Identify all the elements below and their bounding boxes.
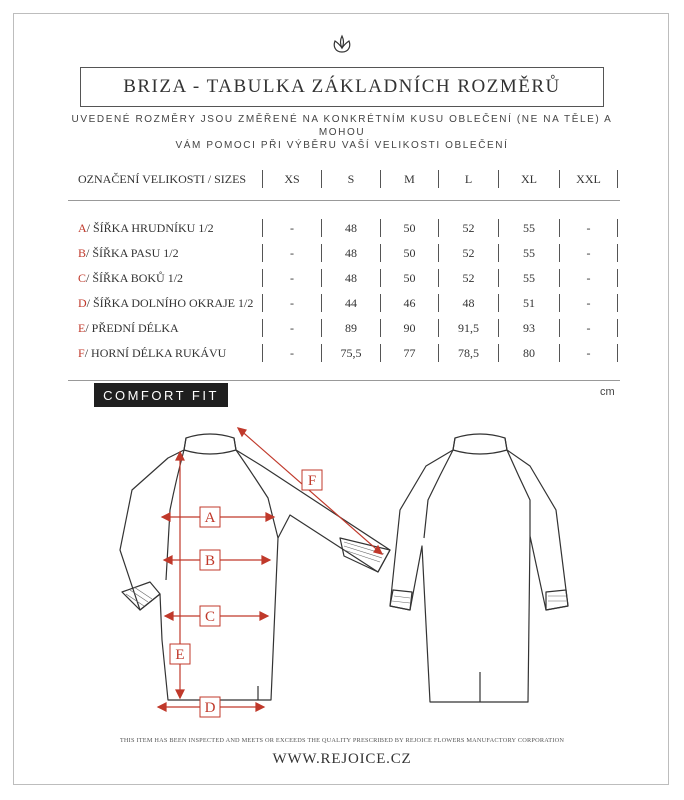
unit-label: cm	[600, 386, 615, 398]
subtitle	[60, 113, 624, 152]
size-l: L	[464, 171, 473, 186]
value-l: 52	[462, 220, 475, 235]
row-name: / ŠÍŘKA DOLNÍHO OKRAJE 1/2	[86, 295, 254, 310]
front-collar	[184, 438, 236, 454]
fit-badge: COMFORT FIT	[94, 383, 228, 407]
row-letter: E	[78, 320, 86, 335]
back-cuff-right	[546, 590, 568, 610]
size-s: S	[347, 171, 355, 186]
tag-a-text: A	[204, 510, 216, 526]
table-row	[68, 267, 620, 289]
value-s: 89	[345, 320, 357, 335]
flower-logo-icon	[330, 34, 354, 54]
tag-d-text: D	[204, 700, 216, 716]
value-xxl: -	[586, 345, 591, 360]
row-letter: A	[78, 220, 87, 235]
row-letter: B	[78, 245, 87, 260]
value-xxl: -	[586, 270, 591, 285]
value-m: 50	[403, 270, 416, 285]
subtitle-line-2: VÁM POMOCI PŘI VÝBĚRU VAŠÍ VELIKOSTI OBLEČENÍ	[175, 140, 509, 151]
value-xxl: -	[586, 220, 591, 235]
value-xs: -	[290, 245, 294, 260]
value-xs: -	[290, 270, 294, 285]
value-xs: -	[290, 320, 294, 335]
value-l: 78,5	[458, 345, 479, 360]
front-body-outline	[120, 434, 390, 700]
value-s: 48	[345, 245, 357, 260]
quality-note: THIS ITEM HAS BEEN INSPECTED AND MEETS OR EXCEEDS THE QUALITY PRESCRIBED BY REJOICE FLOWERS MANUFACTORY CORPORATION	[119, 737, 565, 744]
row-name: / ŠÍŘKA HRUDNÍKU 1/2	[86, 220, 214, 235]
value-l: 52	[462, 270, 475, 285]
value-s: 48	[345, 220, 357, 235]
size-xl: XL	[521, 171, 537, 186]
value-xl: 55	[523, 270, 535, 285]
size-xs: XS	[284, 171, 300, 186]
value-s: 48	[345, 270, 357, 285]
value-m: 46	[403, 295, 416, 310]
back-cuff-left	[390, 590, 412, 610]
value-l: 91,5	[458, 320, 479, 335]
row-letter: D	[78, 295, 87, 310]
website-link[interactable]: WWW.REJOICE.CZ	[272, 751, 412, 767]
table-divider	[68, 200, 620, 201]
size-table-header	[68, 168, 620, 190]
value-s: 44	[345, 295, 357, 310]
value-xl: 93	[523, 320, 535, 335]
size-m: M	[404, 171, 415, 186]
garment-diagram	[0, 420, 684, 730]
value-xl: 80	[523, 345, 535, 360]
table-row	[68, 217, 620, 239]
row-name: / ŠÍŘKA PASU 1/2	[86, 245, 179, 260]
row-name: / HORNÍ DÉLKA RUKÁVU	[84, 345, 227, 360]
value-m: 77	[403, 345, 416, 360]
value-l: 52	[462, 245, 475, 260]
back-body-outline	[390, 434, 568, 702]
row-name: / ŠÍŘKA BOKŮ 1/2	[86, 270, 184, 285]
page-title: BRIZA - TABULKA ZÁKLADNÍCH ROZMĚRŮ	[80, 67, 604, 107]
subtitle-line-1: UVEDENÉ ROZMĚRY JSOU ZMĚŘENÉ NA KONKRÉTNÍM KUSU OBLEČENÍ (NE NA TĚLE) A MOHOU	[71, 114, 613, 138]
value-l: 48	[462, 295, 475, 310]
value-xl: 55	[523, 220, 535, 235]
value-s: 75,5	[340, 345, 362, 360]
value-xs: -	[290, 220, 294, 235]
value-xxl: -	[586, 320, 591, 335]
row-name: / PŘEDNÍ DÉLKA	[85, 320, 179, 335]
tag-b-text: B	[204, 553, 216, 569]
table-row	[68, 317, 620, 339]
table-bottom-line	[68, 380, 620, 381]
back-raglan-left	[424, 450, 453, 538]
size-xxl: XXL	[576, 171, 601, 186]
sizes-header-label: OZNAČENÍ VELIKOSTI / SIZES	[78, 171, 247, 186]
value-m: 90	[403, 320, 416, 335]
back-collar	[453, 438, 507, 454]
table-row	[68, 292, 620, 314]
front-cuff-left	[122, 582, 160, 610]
value-xl: 55	[523, 245, 535, 260]
row-letter: C	[78, 270, 87, 285]
table-row	[68, 342, 620, 364]
row-letter: F	[78, 345, 85, 360]
tag-c-text: C	[204, 609, 216, 625]
measurement-tags	[170, 470, 322, 717]
value-xs: -	[290, 295, 294, 310]
value-xxl: -	[586, 245, 591, 260]
value-xs: -	[290, 345, 294, 360]
value-m: 50	[403, 245, 416, 260]
tag-f-text: F	[307, 473, 317, 489]
tag-e-text: E	[175, 647, 185, 663]
value-xxl: -	[586, 295, 591, 310]
table-row	[68, 242, 620, 264]
value-m: 50	[403, 220, 416, 235]
value-xl: 51	[523, 295, 535, 310]
